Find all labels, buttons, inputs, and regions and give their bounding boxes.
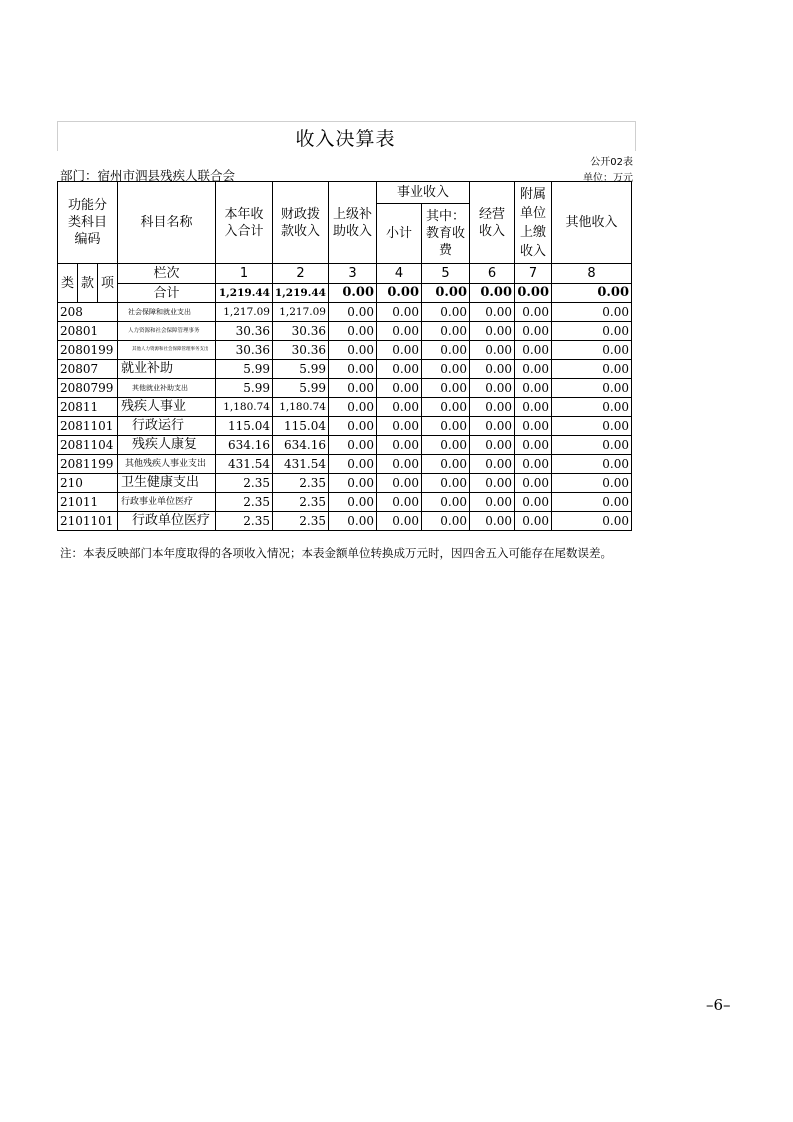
row-value: 0.00 — [470, 493, 515, 512]
row-value: 0.00 — [377, 360, 422, 379]
row-value: 0.00 — [470, 417, 515, 436]
row-value: 0.00 — [377, 493, 422, 512]
header-kuan: 款 — [78, 264, 98, 303]
income-table — [57, 181, 632, 531]
row-value: 0.00 — [377, 341, 422, 360]
row-value: 1,217.09 — [273, 303, 329, 322]
row-value: 0.00 — [422, 436, 470, 455]
row-value: 0.00 — [422, 303, 470, 322]
row-code: 20811 — [58, 398, 118, 417]
row-value: 634.16 — [273, 436, 329, 455]
row-value: 115.04 — [216, 417, 273, 436]
row-value: 0.00 — [470, 341, 515, 360]
page-title: 收入决算表 — [295, 128, 396, 150]
header-business: 事业收入 — [377, 182, 470, 204]
row-value: 2.35 — [216, 512, 273, 531]
row-value: 0.00 — [470, 360, 515, 379]
row-value: 0.00 — [422, 455, 470, 474]
header-affiliated: 附属单位上缴收入 — [515, 182, 552, 264]
row-value: 0.00 — [515, 493, 552, 512]
row-value: 0.00 — [329, 474, 377, 493]
row-value: 0.00 — [329, 303, 377, 322]
sum-label: 合计 — [118, 284, 216, 303]
row-value: 30.36 — [216, 322, 273, 341]
col-no-1: 1 — [216, 264, 273, 284]
row-value: 0.00 — [470, 436, 515, 455]
header-lei: 类 — [58, 264, 78, 303]
row-value: 0.00 — [552, 379, 632, 398]
col-no-6: 6 — [470, 264, 515, 284]
row-value: 0.00 — [329, 341, 377, 360]
row-value: 0.00 — [470, 398, 515, 417]
row-value: 0.00 — [422, 322, 470, 341]
row-name: 行政运行 — [118, 417, 216, 436]
table-row — [58, 493, 632, 512]
row-name: 社会保障和就业支出 — [118, 303, 216, 322]
row-value: 0.00 — [552, 455, 632, 474]
header-other: 其他收入 — [552, 182, 632, 264]
row-value: 0.00 — [552, 474, 632, 493]
row-name: 其他就业补助支出 — [118, 379, 216, 398]
header-func-code: 功能分类科目编码 — [58, 182, 118, 264]
row-name: 行政单位医疗 — [118, 512, 216, 531]
row-value: 2.35 — [273, 512, 329, 531]
row-value: 0.00 — [470, 474, 515, 493]
row-value: 0.00 — [422, 398, 470, 417]
row-name: 人力资源和社会保障管理事务 — [118, 322, 216, 341]
row-value: 0.00 — [552, 436, 632, 455]
row-value: 0.00 — [515, 360, 552, 379]
row-value: 0.00 — [552, 417, 632, 436]
table-row — [58, 512, 632, 531]
row-code: 210 — [58, 474, 118, 493]
table-row — [58, 303, 632, 322]
row-code: 2081101 — [58, 417, 118, 436]
row-value: 0.00 — [552, 493, 632, 512]
unit-label: 单位：万元 — [583, 173, 633, 184]
row-name: 卫生健康支出 — [118, 474, 216, 493]
row-value: 0.00 — [377, 322, 422, 341]
row-code: 20807 — [58, 360, 118, 379]
row-value: 0.00 — [422, 379, 470, 398]
row-value: 0.00 — [329, 417, 377, 436]
row-value: 30.36 — [273, 341, 329, 360]
row-name: 残疾人康复 — [118, 436, 216, 455]
row-code: 2081199 — [58, 455, 118, 474]
row-value: 0.00 — [515, 455, 552, 474]
row-value: 0.00 — [377, 474, 422, 493]
row-value: 0.00 — [515, 417, 552, 436]
table-row — [58, 455, 632, 474]
row-value: 0.00 — [377, 303, 422, 322]
row-value: 0.00 — [377, 398, 422, 417]
col-no-5: 5 — [422, 264, 470, 284]
row-value: 0.00 — [422, 341, 470, 360]
row-value: 0.00 — [329, 379, 377, 398]
row-value: 0.00 — [515, 436, 552, 455]
row-value: 2.35 — [273, 474, 329, 493]
table-row — [58, 436, 632, 455]
row-value: 0.00 — [377, 512, 422, 531]
col-no-8: 8 — [552, 264, 632, 284]
row-value: 2.35 — [216, 493, 273, 512]
row-value: 30.36 — [273, 322, 329, 341]
sum-fiscal: 1,219.44 — [273, 284, 329, 303]
row-value: 0.00 — [470, 379, 515, 398]
sum-total: 1,219.44 — [216, 284, 273, 303]
row-code: 2101101 — [58, 512, 118, 531]
row-value: 0.00 — [422, 417, 470, 436]
row-value: 0.00 — [515, 512, 552, 531]
row-value: 0.00 — [552, 341, 632, 360]
row-value: 5.99 — [273, 360, 329, 379]
sum-education: 0.00 — [422, 284, 470, 303]
table-row — [58, 398, 632, 417]
sum-subtotal: 0.00 — [377, 284, 422, 303]
row-name: 就业补助 — [118, 360, 216, 379]
row-value: 5.99 — [216, 360, 273, 379]
row-value: 0.00 — [552, 512, 632, 531]
sum-other: 0.00 — [552, 284, 632, 303]
col-no-3: 3 — [329, 264, 377, 284]
row-code: 20801 — [58, 322, 118, 341]
row-name: 行政事业单位医疗 — [118, 493, 216, 512]
row-code: 2080199 — [58, 341, 118, 360]
header-superior: 上级补助收入 — [329, 182, 377, 264]
row-value: 431.54 — [216, 455, 273, 474]
row-value: 1,180.74 — [273, 398, 329, 417]
row-value: 0.00 — [329, 322, 377, 341]
sum-superior: 0.00 — [329, 284, 377, 303]
row-code: 2080799 — [58, 379, 118, 398]
row-value: 0.00 — [329, 360, 377, 379]
row-name: 其他人力资源和社会保障管理事务支出 — [118, 341, 216, 360]
row-value: 0.00 — [515, 303, 552, 322]
header-fiscal: 财政拨款收入 — [273, 182, 329, 264]
col-no-2: 2 — [273, 264, 329, 284]
row-value: 0.00 — [329, 436, 377, 455]
row-value: 1,217.09 — [216, 303, 273, 322]
row-value: 0.00 — [422, 512, 470, 531]
row-code: 208 — [58, 303, 118, 322]
table-row — [58, 322, 632, 341]
row-value: 0.00 — [470, 512, 515, 531]
row-value: 0.00 — [470, 303, 515, 322]
row-value: 0.00 — [422, 474, 470, 493]
row-code: 2081104 — [58, 436, 118, 455]
row-value: 0.00 — [377, 436, 422, 455]
row-value: 431.54 — [273, 455, 329, 474]
sum-operating: 0.00 — [470, 284, 515, 303]
row-value: 0.00 — [377, 379, 422, 398]
row-value: 5.99 — [273, 379, 329, 398]
row-value: 0.00 — [552, 322, 632, 341]
row-value: 0.00 — [552, 360, 632, 379]
row-value: 0.00 — [470, 455, 515, 474]
row-name: 其他残疾人事业支出 — [118, 455, 216, 474]
row-value: 0.00 — [422, 493, 470, 512]
table-row — [58, 417, 632, 436]
sum-row — [58, 284, 632, 303]
row-value: 0.00 — [329, 455, 377, 474]
header-operating: 经营收入 — [470, 182, 515, 264]
table-note: 注：本表反映部门本年度取得的各项收入情况；本表金额单位转换成万元时，因四舍五入可能存在尾数误差。 — [60, 546, 612, 560]
table-row — [58, 360, 632, 379]
row-value: 0.00 — [422, 360, 470, 379]
header-subtotal: 小计 — [377, 204, 422, 264]
row-value: 0.00 — [515, 341, 552, 360]
form-number: 公开02表 — [590, 157, 633, 168]
header-xiang: 项 — [98, 264, 118, 303]
row-value: 0.00 — [515, 474, 552, 493]
col-no-4: 4 — [377, 264, 422, 284]
row-value: 115.04 — [273, 417, 329, 436]
department-label: 部门：宿州市泗县残疾人联合会 — [60, 168, 236, 183]
header-column-no: 栏次 — [118, 264, 216, 284]
header-total: 本年收入合计 — [216, 182, 273, 264]
row-value: 30.36 — [216, 341, 273, 360]
page-number: –6– — [706, 996, 731, 1014]
row-value: 0.00 — [329, 512, 377, 531]
row-value: 0.00 — [329, 398, 377, 417]
row-value: 2.35 — [216, 474, 273, 493]
table-row — [58, 379, 632, 398]
row-value: 5.99 — [216, 379, 273, 398]
row-value: 634.16 — [216, 436, 273, 455]
row-value: 0.00 — [515, 379, 552, 398]
row-value: 0.00 — [470, 322, 515, 341]
header-education: 其中：教育收费 — [422, 204, 470, 264]
row-value: 0.00 — [377, 417, 422, 436]
row-value: 0.00 — [552, 398, 632, 417]
row-name: 残疾人事业 — [118, 398, 216, 417]
row-value: 1,180.74 — [216, 398, 273, 417]
table-row — [58, 474, 632, 493]
row-code: 21011 — [58, 493, 118, 512]
row-value: 0.00 — [515, 322, 552, 341]
sum-affiliated: 0.00 — [515, 284, 552, 303]
col-no-7: 7 — [515, 264, 552, 284]
header-subject-name: 科目名称 — [118, 182, 216, 264]
row-value: 0.00 — [552, 303, 632, 322]
row-value: 0.00 — [515, 398, 552, 417]
row-value: 0.00 — [329, 493, 377, 512]
row-value: 2.35 — [273, 493, 329, 512]
row-value: 0.00 — [377, 455, 422, 474]
table-row — [58, 341, 632, 360]
